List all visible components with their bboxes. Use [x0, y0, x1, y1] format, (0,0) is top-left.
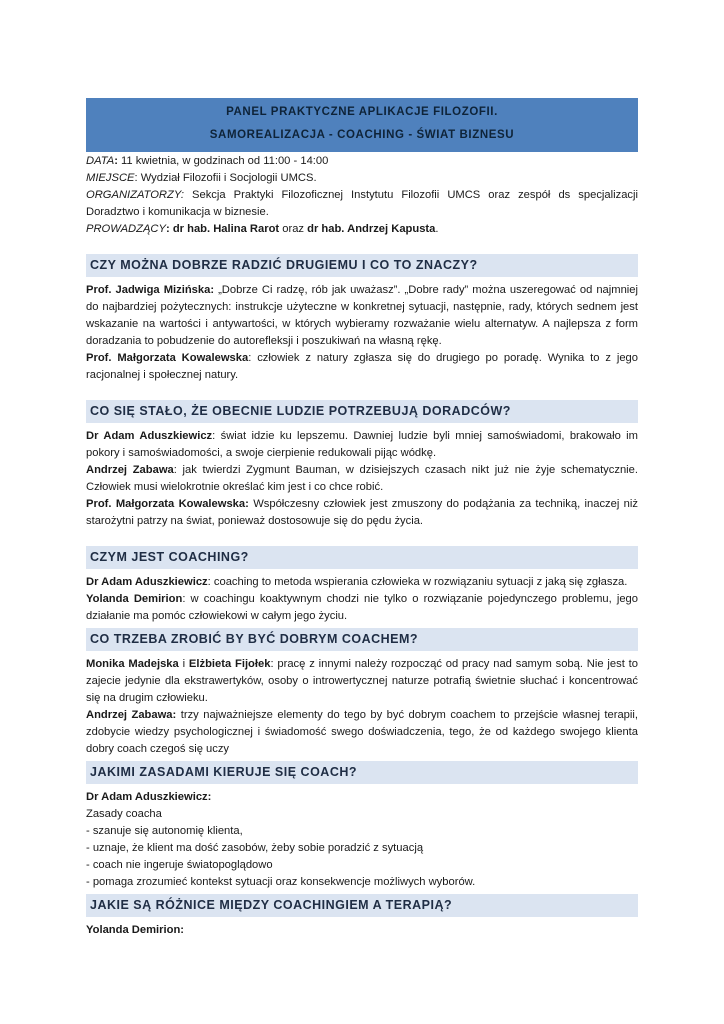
statement — [86, 591, 638, 625]
list-item: - coach nie ingeruje światopoglądowo — [86, 859, 273, 871]
list-heading: Zasady coacha — [86, 808, 162, 820]
section-body — [86, 428, 638, 530]
hosts-end: . — [435, 223, 439, 235]
speaker-name: Yolanda Demirion: — [86, 924, 185, 936]
statement — [86, 350, 638, 384]
date-label: DATA — [86, 155, 115, 167]
statement-text: „Dobrze Ci radzę, rób jak uważasz”. „Dobre rady” można uszeregować od najmniej do najbardziej pożytecznych: instrukcje użyteczne w konkretnej sytuacji, następnie, rady, których sednem jest wskazanie na wartości i antywartości, w których wybieramy rozważanie wielu alternatyw. A najlepsza z form doradzania to pobudzenie do autorefleksji i poszukiwań na własną rękę. — [86, 284, 638, 347]
section-body — [86, 282, 638, 384]
statement-text: : człowiek z natury zgłasza się do drugiego po poradę. Wynika to z jego racjonalnej i społecznej natury. — [86, 352, 638, 381]
statement — [86, 282, 638, 350]
list-item: - szanuje się autonomię klienta, — [86, 825, 243, 837]
place-row — [86, 170, 638, 187]
organizers-value: Sekcja Praktyki Filozoficznej Instytutu Filozofii UMCS oraz zespół ds specjalizacji Doradztwo i komunikacja w biznesie. — [86, 189, 638, 218]
statement-text: : jak twierdzi Zygmunt Bauman, w dzisiejszych czasach nikt już nie żyje schematycznie. Człowiek musi wielokrotnie określać kim jest i co chce robić. — [86, 464, 638, 493]
section-heading: CO SIĘ STAŁO, ŻE OBECNIE LUDZIE POTRZEBUJĄ DORADCÓW? — [86, 400, 638, 423]
place-label: MIEJSCE — [86, 172, 135, 184]
statement-text: : pracę z innymi należy rozpocząć od pracy nad samym sobą. Nie jest to zajecie jedynie dla ekstrawertyków, osoby o introwertycznej naturze potrafią świetnie słuchać i koncentrować się na drugim człowieku. — [86, 658, 638, 704]
date-value: 11 kwietnia, w godzinach od 11:00 - 14:00 — [117, 155, 329, 167]
title-line-2: SAMOREALIZACJA - COACHING - ŚWIAT BIZNESU — [209, 129, 515, 141]
speaker-name: Andrzej Zabawa: — [86, 709, 177, 721]
document-page — [86, 98, 638, 939]
hosts-colon: : — [165, 223, 170, 235]
speaker-name: Andrzej Zabawa — [86, 464, 174, 476]
host-name-2: dr hab. Andrzej Kapusta — [307, 223, 436, 235]
list-item: - pomaga zrozumieć kontekst sytuacji oraz konsekwencje możliwych wyborów. — [86, 876, 476, 888]
speaker-joiner: i — [178, 658, 189, 670]
section-heading: CZYM JEST COACHING? — [86, 546, 638, 569]
speaker-name: Prof. Małgorzata Kowalewska: — [86, 498, 249, 510]
speaker-name: Dr Adam Aduszkiewicz — [86, 430, 213, 442]
section-body — [86, 922, 638, 939]
section-body — [86, 574, 638, 625]
speaker-name: Dr Adam Aduszkiewicz — [86, 576, 208, 588]
hosts-label: PROWADZĄCY — [86, 223, 166, 235]
speaker-name: Yolanda Demirion — [86, 593, 183, 605]
section-body — [86, 789, 638, 891]
statement — [86, 574, 638, 591]
hosts-and: oraz — [279, 223, 308, 235]
speaker-name: Dr Adam Aduszkiewicz: — [86, 791, 212, 803]
section-heading: JAKIE SĄ RÓŻNICE MIĘDZY COACHINGIEM A TERAPIĄ? — [86, 894, 638, 917]
section-heading: JAKIMI ZASADAMI KIERUJE SIĘ COACH? — [86, 761, 638, 784]
organizers-row — [86, 187, 638, 221]
statement-text: : świat idzie ku lepszemu. Dawniej ludzie byli mniej samoświadomi, brakowało im pokory i samoświadomości, a swoje cierpienie redukowali pijąc wódkę. — [86, 430, 638, 459]
place-value: : Wydział Filozofii i Socjologii UMCS. — [134, 172, 317, 184]
statement-text: : w coachingu koaktywnym chodzi nie tylko o rozwiązanie pojedynczego problemu, jego działanie ma pomóc człowiekowi w całym jego życiu. — [86, 593, 638, 622]
speaker-name: Elżbieta Fijołek — [188, 658, 271, 670]
statement — [86, 656, 638, 707]
section-heading: CO TRZEBA ZROBIĆ BY BYĆ DOBRYM COACHEM? — [86, 628, 638, 651]
statement — [86, 462, 638, 496]
date-row — [86, 153, 638, 170]
title-banner — [86, 98, 638, 152]
host-name-1: dr hab. Halina Rarot — [172, 223, 280, 235]
hosts-row — [86, 221, 638, 238]
speaker-name: Monika Madejska — [86, 658, 179, 670]
list-item: - uznaje, że klient ma dość zasobów, żeby sobie poradzić z sytuacją — [86, 842, 424, 854]
title-line-1: PANEL PRAKTYCZNE APLIKACJE FILOZOFII. — [226, 106, 498, 118]
event-info — [86, 153, 638, 238]
statement — [86, 707, 638, 758]
speaker-name: Prof. Małgorzata Kowalewska — [86, 352, 249, 364]
organizers-label: ORGANIZATORZY: — [86, 189, 184, 201]
section-heading: CZY MOŻNA DOBRZE RADZIĆ DRUGIEMU I CO TO ZNACZY? — [86, 254, 638, 277]
speaker-name: Prof. Jadwiga Mizińska: — [86, 284, 215, 296]
statement — [86, 496, 638, 530]
statement-text: Współczesny człowiek jest zmuszony do podążania za techniką, inaczej niż starożytni patrzy na świat, ponieważ dostosowuje się do pędu życia. — [86, 498, 638, 527]
statement-text: : coaching to metoda wspierania człowieka w rozwiązaniu sytuacji z jaką się zgłasza. — [207, 576, 628, 588]
statement-text: trzy najważniejsze elementy do tego by być dobrym coachem to przejście własnej terapii, zdobycie wiedzy psychologicznej i świadomość swego doświadczenia, tego, że od każdego swojego klienta dobry coach czegoś się uczy — [86, 709, 638, 755]
statement — [86, 428, 638, 462]
section-body — [86, 656, 638, 758]
date-colon: : — [114, 155, 118, 167]
